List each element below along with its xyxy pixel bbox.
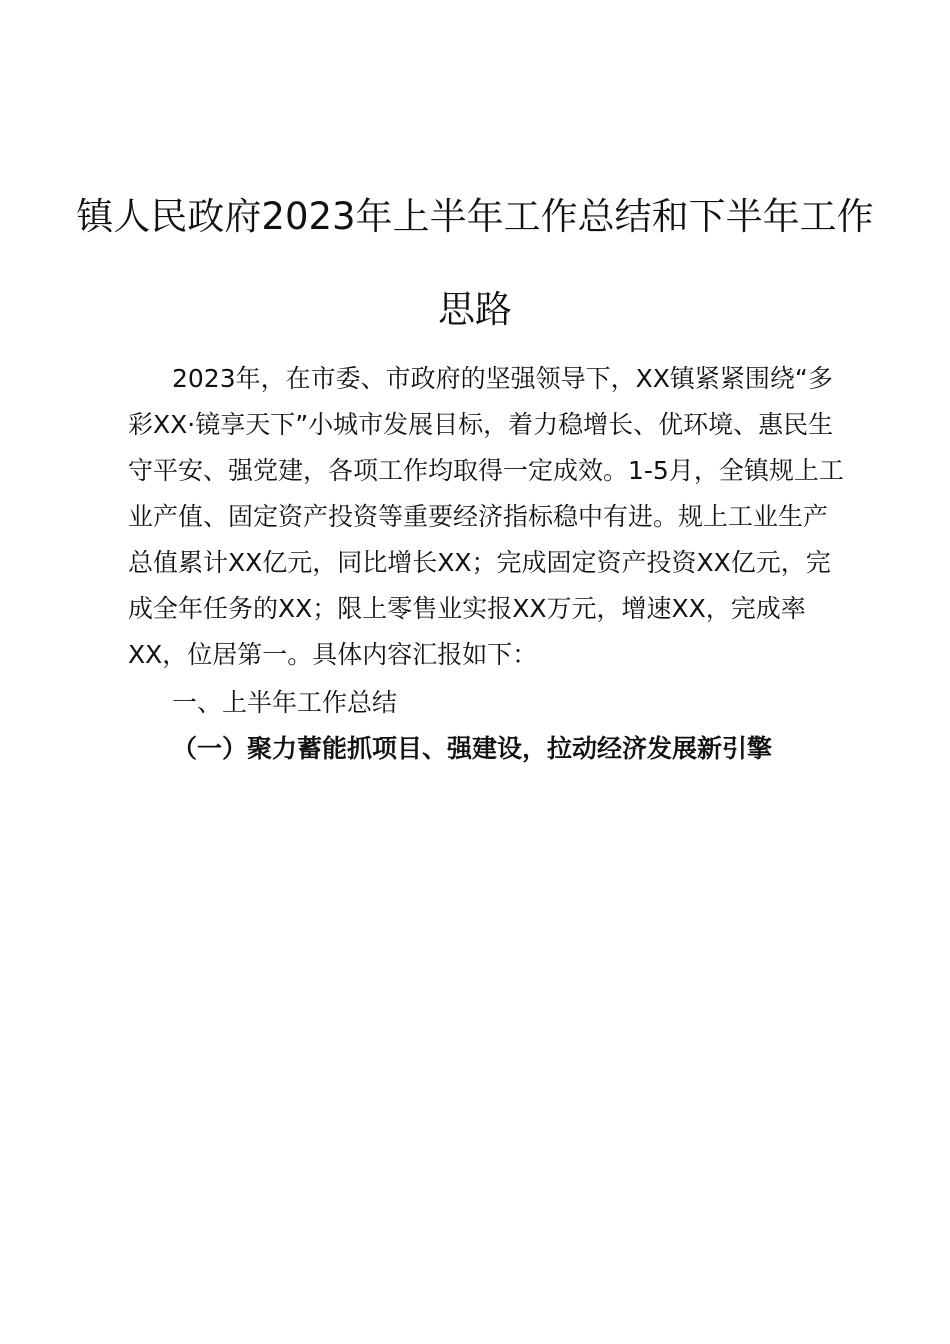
intro-line-2: 彩XX·镜享天下”小城市发展目标，着力稳增长、优环境、惠民生 xyxy=(128,410,834,439)
intro-line-4: 业产值、固定资产投资等重要经济指标稳中有进。规上工业生产 xyxy=(128,502,829,531)
intro-line-5: 总值累计XX亿元，同比增长XX；完成固定资产投资XX亿元，完 xyxy=(128,548,831,577)
intro-line-3: 守平安、强党建，各项工作均取得一定成效。1-5月，全镇规上工 xyxy=(128,456,844,485)
intro-paragraph xyxy=(128,356,852,678)
document-title-line-1: 镇人民政府2023年上半年工作总结和下半年工作 xyxy=(76,195,874,238)
document-title-line-2: 思路 xyxy=(438,288,512,331)
subsection-heading: （一）聚力蓄能抓项目、强建设，拉动经济发展新引擎 xyxy=(172,734,773,763)
intro-line-6: 成全年任务的XX；限上零售业实报XX万元，增速XX，完成率 xyxy=(128,594,806,623)
intro-line-1: 2023年，在市委、市政府的坚强领导下，XX镇紧紧围绕“多 xyxy=(172,364,833,393)
section-heading: 一、上半年工作总结 xyxy=(172,688,398,717)
intro-line-7: XX，位居第一。具体内容汇报如下： xyxy=(128,640,538,669)
